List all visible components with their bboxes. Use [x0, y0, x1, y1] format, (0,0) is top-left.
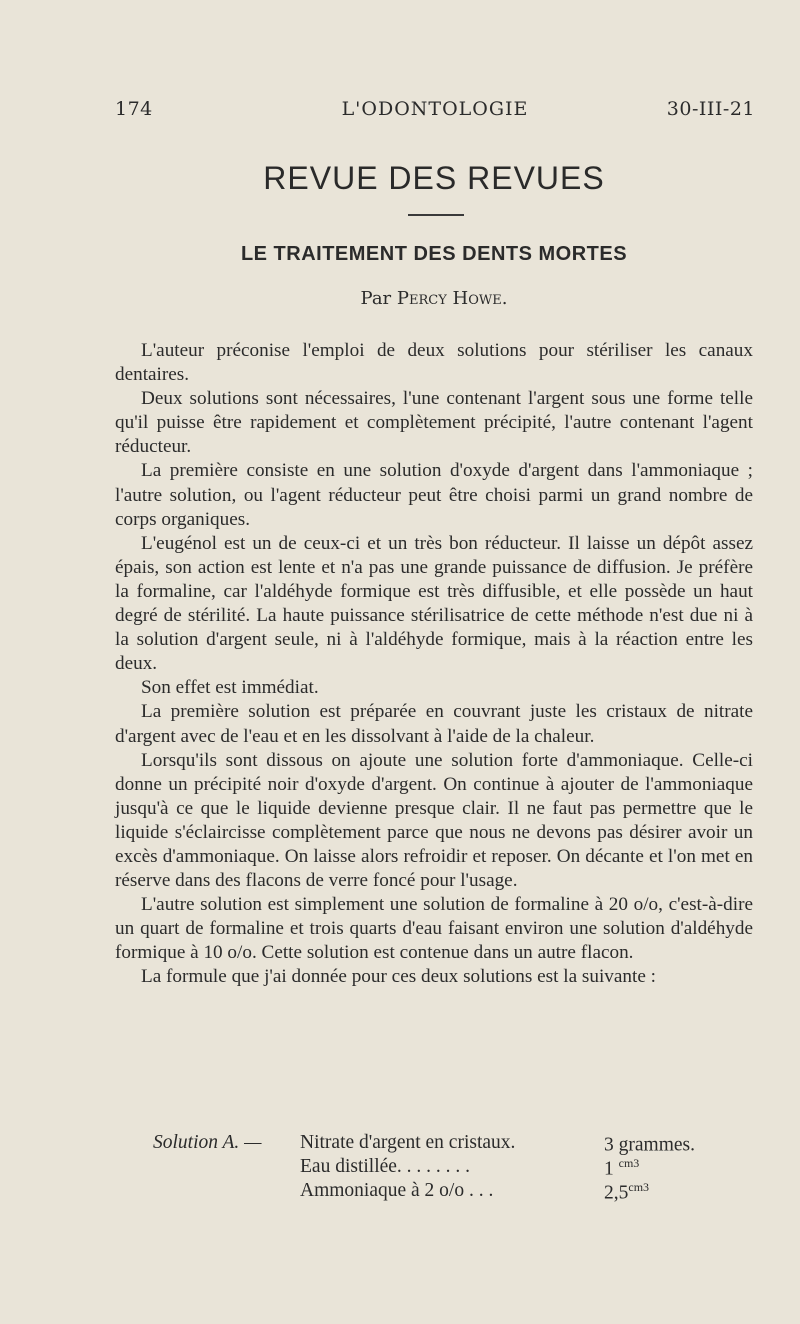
issue-date: 30-III-21: [666, 98, 755, 120]
journal-title: L'ODONTOLOGIE: [341, 98, 529, 120]
quantity-value: 3 grammes.: [604, 1134, 695, 1156]
section-title: REVUE DES REVUES: [263, 160, 605, 196]
paragraph: La formule que j'ai donnée pour ces deux solutions est la suivante :: [141, 966, 656, 988]
formula-quantity: [604, 1180, 649, 1205]
formula-quantity: [604, 1156, 639, 1181]
page-number: 174: [115, 98, 153, 120]
running-head: [115, 98, 755, 128]
quantity-unit: cm3: [628, 1180, 650, 1194]
paragraph: L'auteur préconise l'emploi de deux solutions pour stériliser les canaux dentaires.: [115, 340, 753, 386]
formula-ingredient: Ammoniaque à 2 o/o . . .: [300, 1180, 494, 1201]
formula-label: Solution A. —: [153, 1132, 262, 1153]
article-body: [115, 339, 753, 990]
author-name: Percy Howe.: [396, 288, 508, 309]
paragraph: La première solution est préparée en couvrant juste les cristaux de nitrate d'argent avec de l'eau et en les dissolvant à l'aide de la chaleur.: [115, 701, 753, 747]
quantity-value: 2,5: [604, 1182, 629, 1204]
formula-row: [115, 1132, 755, 1156]
formula-row: [115, 1156, 755, 1180]
quantity-value: 1: [604, 1158, 619, 1180]
quantity-unit: cm3: [618, 1156, 640, 1170]
formula-ingredient: Eau distillée. . . . . . . .: [300, 1156, 471, 1177]
paragraph: Son effet est immédiat.: [141, 677, 319, 699]
formula-ingredient: Nitrate d'argent en cristaux.: [300, 1132, 516, 1153]
title-divider: [408, 214, 464, 216]
paragraph: Lorsqu'ils sont dissous on ajoute une solution forte d'ammoniaque. Celle-ci donne un précipité noir d'oxyde d'argent. On continue à ajouter de l'ammoniaque jusqu'à ce que le liquide devienne presque clair. Il ne faut pas permettre que le liquide s'éclaircisse complètement parce que nous ne devons pas désirer avoir un excès d'ammoniaque. On laisse alors refroidir et reposer. On décante et l'on met en réserve dans des flacons de verre foncé pour l'usage.: [115, 749, 753, 892]
paragraph: La première consiste en une solution d'oxyde d'argent dans l'ammoniaque ; l'autre solution, ou l'agent réducteur peut être choisi parmi un grand nombre de corps organiques.: [115, 460, 753, 530]
byline-prefix: Par: [360, 288, 392, 309]
byline: [0, 288, 800, 309]
paragraph: Deux solutions sont nécessaires, l'une contenant l'argent sous une forme telle qu'il puisse être rapidement et complètement précipité, l'autre contenant l'agent réducteur.: [115, 388, 753, 458]
formula-row: [115, 1180, 755, 1204]
formula-table: [115, 1132, 755, 1204]
paragraph: L'autre solution est simplement une solution de formaline à 20 o/o, c'est-à-dire un quart de formaline et trois quarts d'eau faisant environ une solution d'aldéhyde formique à 10 o/o. Cette solution est contenue dans un autre flacon.: [115, 894, 753, 964]
paragraph: L'eugénol est un de ceux-ci et un très bon réducteur. Il laisse un dépôt assez épais, son action est lente et n'a pas une grande puissance de diffusion. Je préfère la formaline, car l'aldéhyde formique est très diffusible, et elle possède un haut degré de stérilité. La haute puissance stérilisatrice de cette méthode n'est due ni à la solution d'argent seule, ni à l'aldéhyde formique, mais à la réaction entre les deux.: [115, 532, 753, 675]
article-title: LE TRAITEMENT DES DENTS MORTES: [240, 243, 628, 265]
formula-quantity: [604, 1132, 695, 1157]
